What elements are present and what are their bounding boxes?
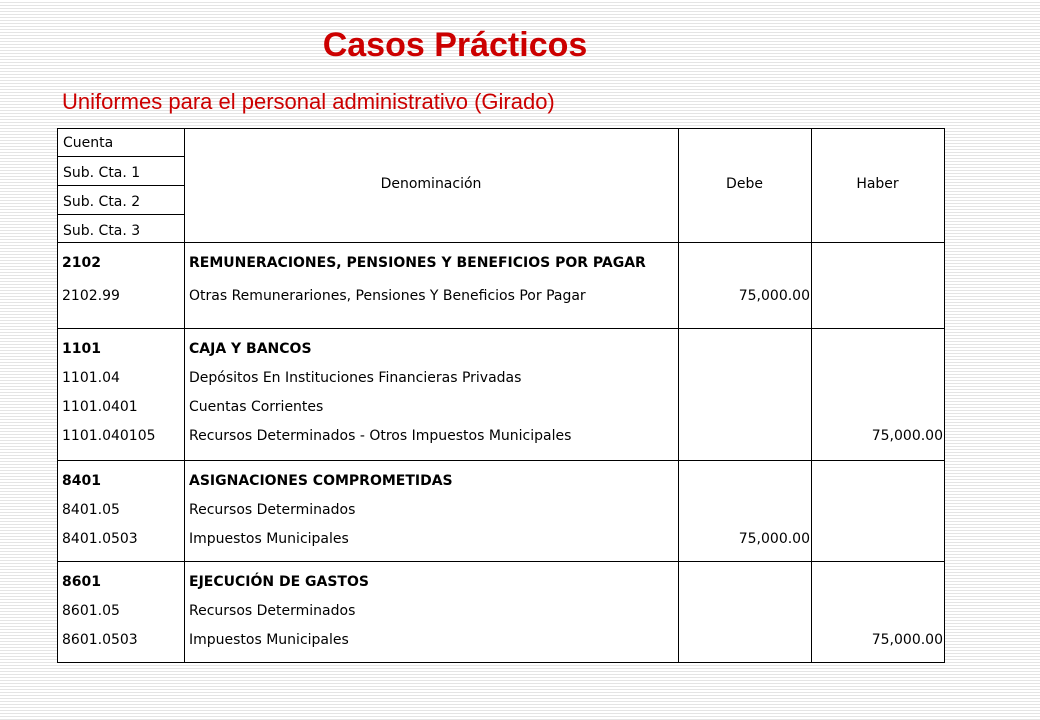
header-denominacion: Denominación [380,176,482,192]
account-code: 8601 [62,574,101,590]
account-name: Cuentas Corrientes [189,399,324,415]
ledger-table [57,128,945,663]
header-sub-cta-3: Sub. Cta. 3 [63,223,141,239]
debe-amount: 75,000.00 [738,531,810,547]
account-code: 1101.04 [62,370,120,386]
column-divider [811,129,812,662]
header-sub-cta-2: Sub. Cta. 2 [63,194,141,210]
header-divider [58,185,184,186]
account-code: 8401 [62,473,101,489]
account-name: Impuestos Municipales [189,531,349,547]
account-name: REMUNERACIONES, PENSIONES Y BENEFICIOS POR PAGAR [189,255,646,271]
account-name: Recursos Determinados [189,603,356,619]
header-divider [58,156,184,157]
account-code: 8401.05 [62,502,120,518]
header-divider [58,214,184,215]
account-code: 1101.0401 [62,399,138,415]
account-name: Recursos Determinados - Otros Impuestos Municipales [189,428,572,444]
header-cuenta: Cuenta [63,135,114,151]
account-code: 1101.040105 [62,428,156,444]
section-divider [58,328,944,329]
section-divider [58,242,944,243]
account-name: Impuestos Municipales [189,632,349,648]
debe-amount: 75,000.00 [738,288,810,304]
column-divider [184,129,185,662]
section-divider [58,460,944,461]
account-name: Recursos Determinados [189,502,356,518]
haber-amount: 75,000.00 [871,632,943,648]
page-subtitle: Uniformes para el personal administrativo (Girado) [62,89,555,114]
account-code: 1101 [62,341,101,357]
account-name: Otras Remunerariones, Pensiones Y Beneficios Por Pagar [189,288,586,304]
account-code: 2102 [62,255,101,271]
page-title: Casos Prácticos [322,26,588,64]
account-code: 8601.0503 [62,632,138,648]
account-name: Depósitos En Instituciones Financieras Privadas [189,370,522,386]
account-code: 2102.99 [62,288,120,304]
header-sub-cta-1: Sub. Cta. 1 [63,165,141,181]
column-divider [678,129,679,662]
section-divider [58,561,944,562]
account-code: 8401.0503 [62,531,138,547]
account-name: ASIGNACIONES COMPROMETIDAS [189,473,453,489]
account-code: 8601.05 [62,603,120,619]
account-name: EJECUCIÓN DE GASTOS [189,574,369,590]
haber-amount: 75,000.00 [871,428,943,444]
account-name: CAJA Y BANCOS [189,341,312,357]
header-haber: Haber [856,176,899,192]
header-debe: Debe [726,176,763,192]
